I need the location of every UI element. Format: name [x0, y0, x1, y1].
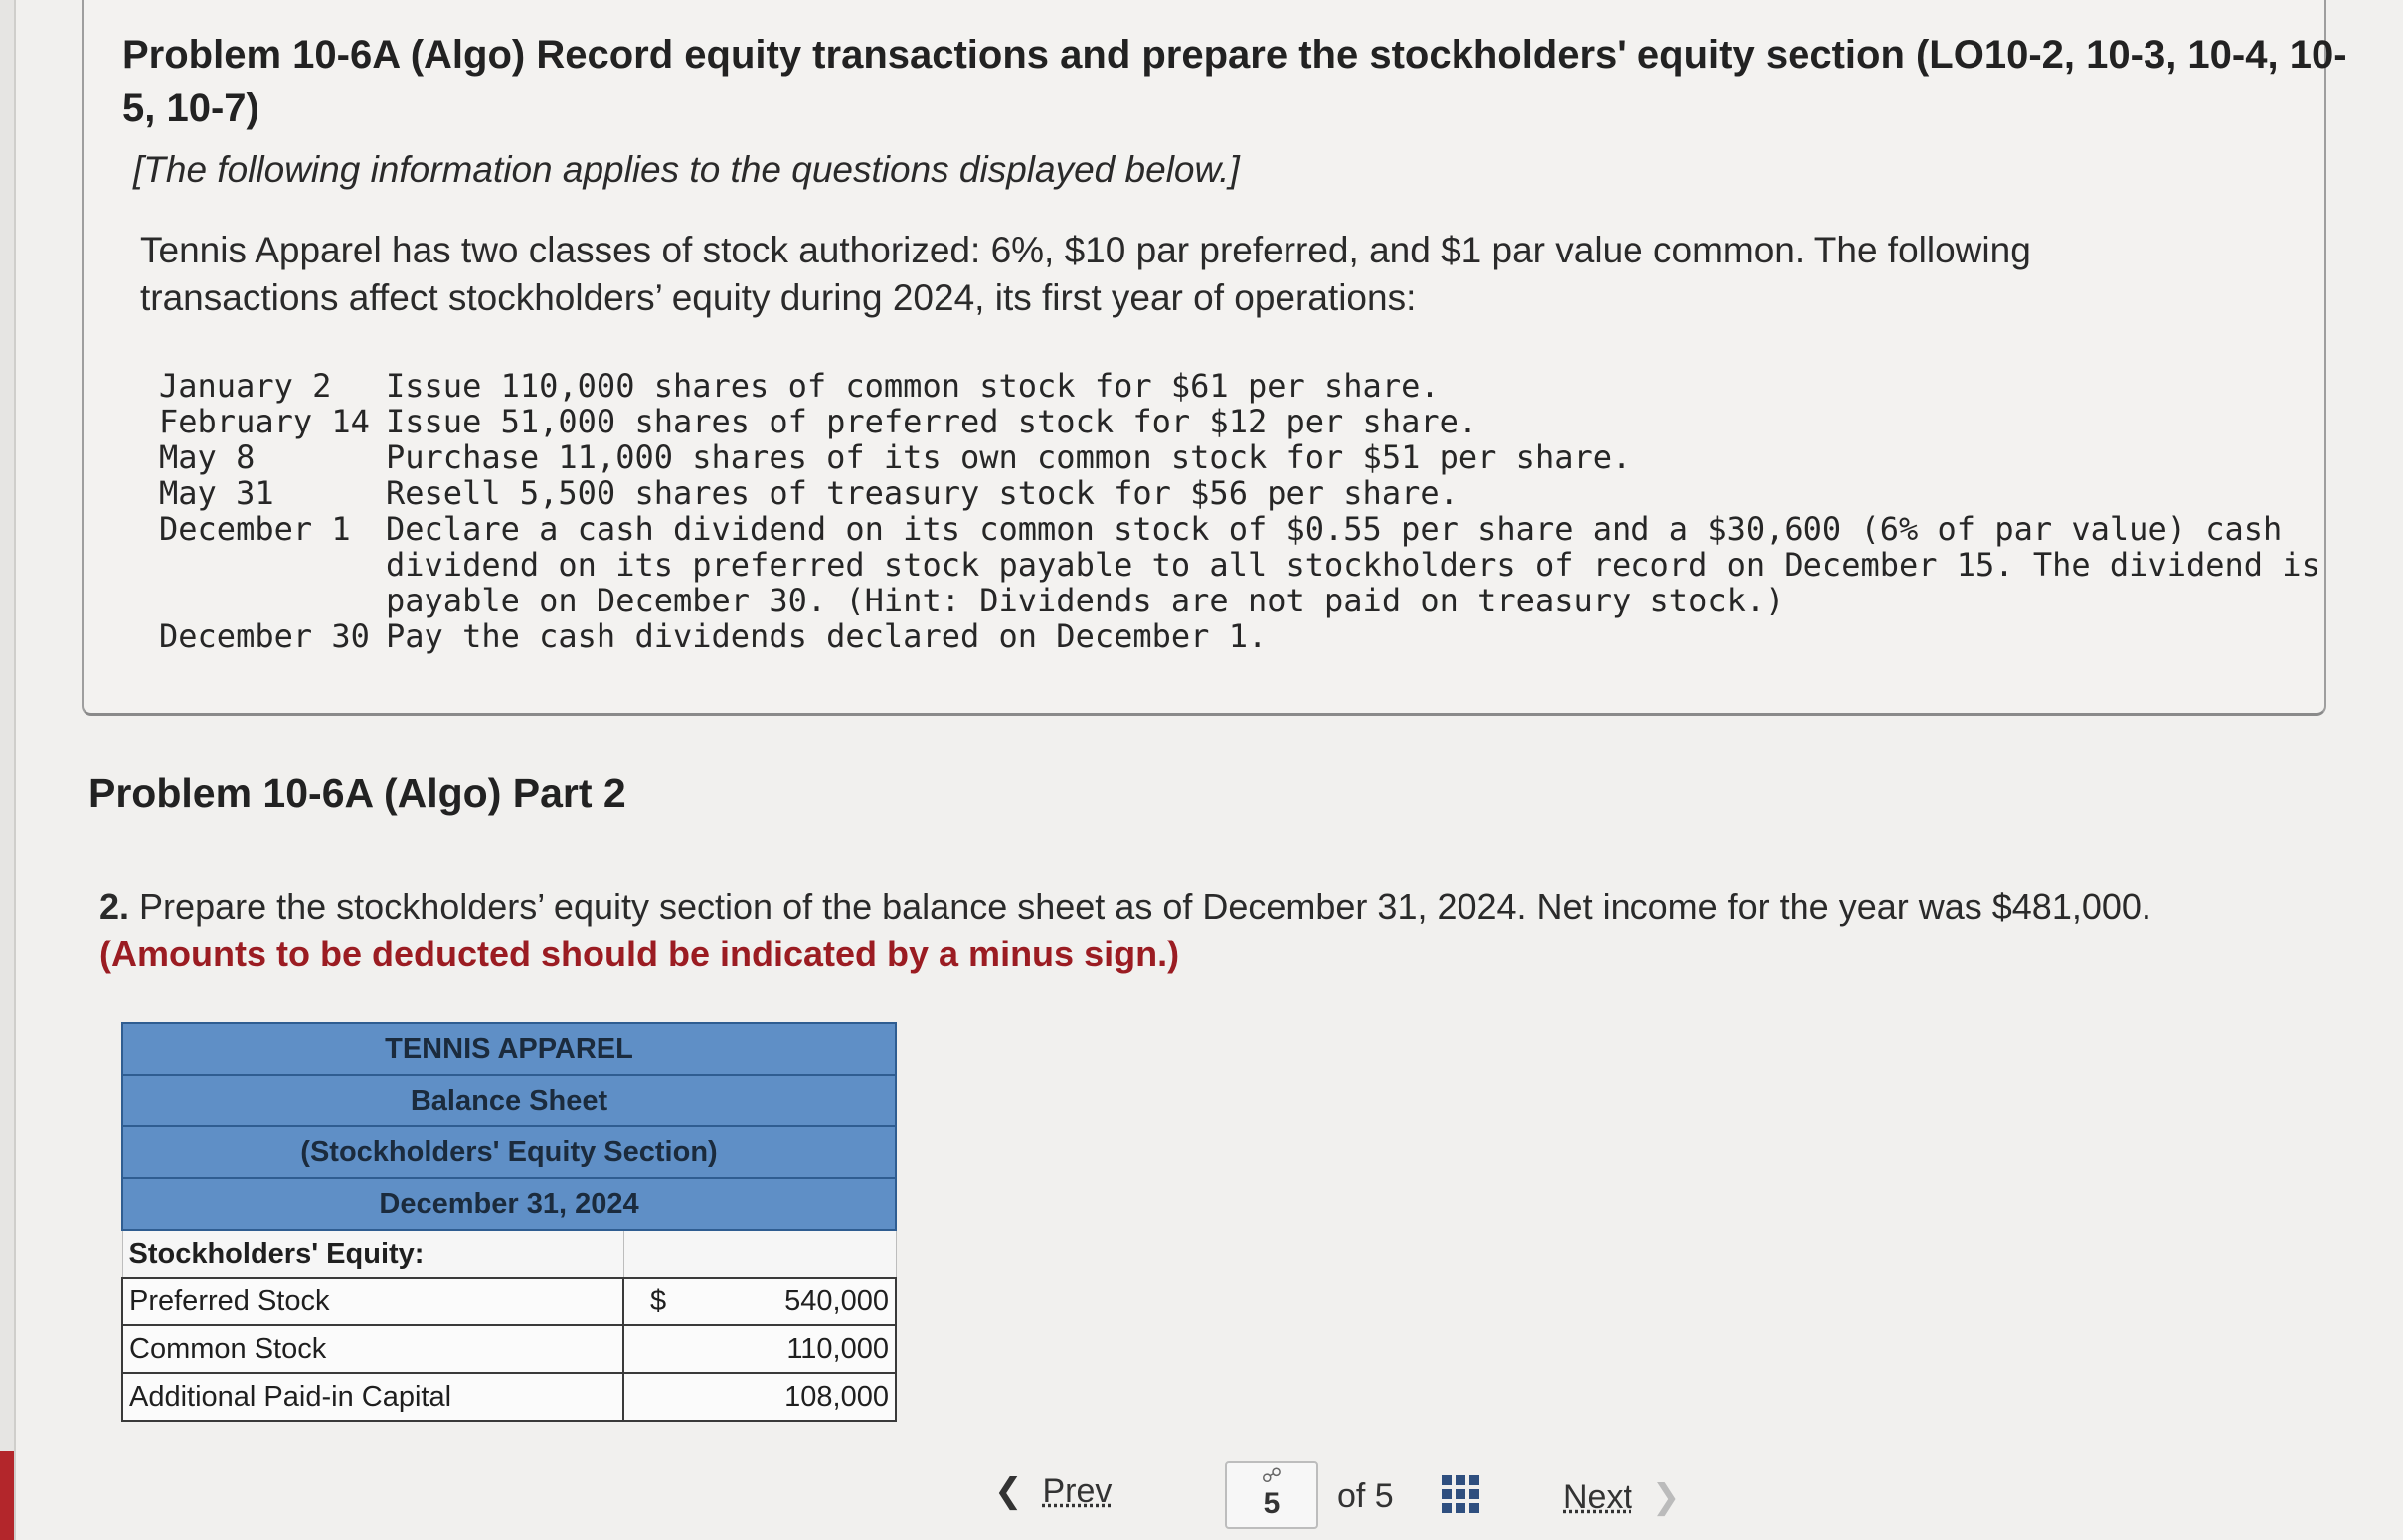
- question-note: (Amounts to be deducted should be indicated by a minus sign.): [99, 934, 1180, 974]
- link-icon: ☍: [1261, 1465, 1283, 1487]
- table-row: [122, 1325, 896, 1373]
- next-button[interactable]: [1563, 1477, 1680, 1517]
- part-title: Problem 10-6A (Algo) Part 2: [88, 770, 626, 816]
- prev-label: Prev: [1042, 1472, 1113, 1510]
- transaction-description: Declare a cash dividend on its common stock of $0.55 per share and a $30,600 (6% of par value) cash dividend on its preferred stock payable to all stockholders of record on December 15. The dividend is payable on December 30. (Hint: Dividends are not paid on treasury stock.): [386, 510, 2320, 619]
- transaction-row: [159, 618, 2334, 654]
- section-label-blank: [623, 1230, 896, 1278]
- row-amount-input[interactable]: [623, 1325, 896, 1373]
- transaction-row: [159, 439, 2334, 475]
- current-page: 5: [1263, 1487, 1281, 1520]
- section-label: Stockholders' Equity:: [122, 1230, 623, 1278]
- next-label: Next: [1563, 1478, 1632, 1516]
- row-amount-input[interactable]: [623, 1373, 896, 1421]
- left-edge-strip: [0, 0, 16, 1540]
- row-amount-input[interactable]: [623, 1278, 896, 1325]
- section-name: (Stockholders' Equity Section): [122, 1126, 896, 1178]
- transaction-description: Resell 5,500 shares of treasury stock for $56 per share.: [386, 474, 1459, 512]
- dollar-sign: $: [650, 1284, 667, 1317]
- grid-icon[interactable]: [1442, 1475, 1479, 1513]
- scenario-text: Tennis Apparel has two classes of stock authorized: 6%, $10 par preferred, and $1 par value common. The following transactions affect stockholders’ equity during 2024, its first year of operations:: [140, 230, 2031, 318]
- question: [99, 883, 2326, 978]
- page-total: of 5: [1337, 1477, 1394, 1515]
- problem-title: Problem 10-6A (Algo) Record equity transactions and prepare the stockholders' equity section (LO10-2, 10-3, 10-4, 10-5, 10-7): [122, 33, 2347, 130]
- intro-note: [The following information applies to the questions displayed below.]: [133, 149, 1240, 190]
- amount-value: 110,000: [786, 1332, 889, 1365]
- question-text: Prepare the stockholders’ equity section of the balance sheet as of December 31, 2024. Net income for the year was $481,000.: [139, 886, 2151, 927]
- transaction-description: Pay the cash dividends declared on December 1.: [386, 617, 1268, 655]
- row-label-input[interactable]: Additional Paid-in Capital: [122, 1373, 623, 1421]
- transaction-date: May 8: [159, 438, 256, 476]
- transaction-date: December 30: [159, 617, 370, 655]
- statement-date: December 31, 2024: [122, 1178, 896, 1230]
- transaction-description: Issue 51,000 shares of preferred stock for $12 per share.: [386, 403, 1478, 440]
- pagination-nav: [994, 1461, 1790, 1531]
- transaction-row: [159, 404, 2334, 439]
- transactions-list: [159, 368, 2334, 654]
- transaction-description: Issue 110,000 shares of common stock for $61 per share.: [386, 367, 1440, 405]
- transaction-date: January 2: [159, 367, 332, 405]
- amount-value: 540,000: [784, 1284, 889, 1317]
- chevron-right-icon: ❯: [1651, 1478, 1681, 1516]
- row-label-input[interactable]: Common Stock: [122, 1325, 623, 1373]
- prev-button[interactable]: [994, 1471, 1112, 1511]
- row-label-input[interactable]: Preferred Stock: [122, 1278, 623, 1325]
- table-row: [122, 1373, 896, 1421]
- page-number-box[interactable]: [1225, 1461, 1318, 1529]
- chevron-left-icon: ❮: [994, 1472, 1023, 1510]
- transaction-date: February 14: [159, 403, 370, 440]
- question-number: 2.: [99, 886, 130, 927]
- transaction-row: [159, 368, 2334, 404]
- statement-name: Balance Sheet: [122, 1075, 896, 1126]
- transaction-date: December 1: [159, 510, 351, 548]
- transaction-row: [159, 511, 2334, 618]
- transaction-date: May 31: [159, 474, 274, 512]
- table-row: [122, 1278, 896, 1325]
- transaction-row: [159, 475, 2334, 511]
- left-edge-accent: [0, 1451, 14, 1540]
- balance-sheet-table: [121, 1022, 897, 1422]
- company-name: TENNIS APPAREL: [122, 1023, 896, 1075]
- transaction-description: Purchase 11,000 shares of its own common stock for $51 per share.: [386, 438, 1631, 476]
- amount-value: 108,000: [784, 1380, 889, 1413]
